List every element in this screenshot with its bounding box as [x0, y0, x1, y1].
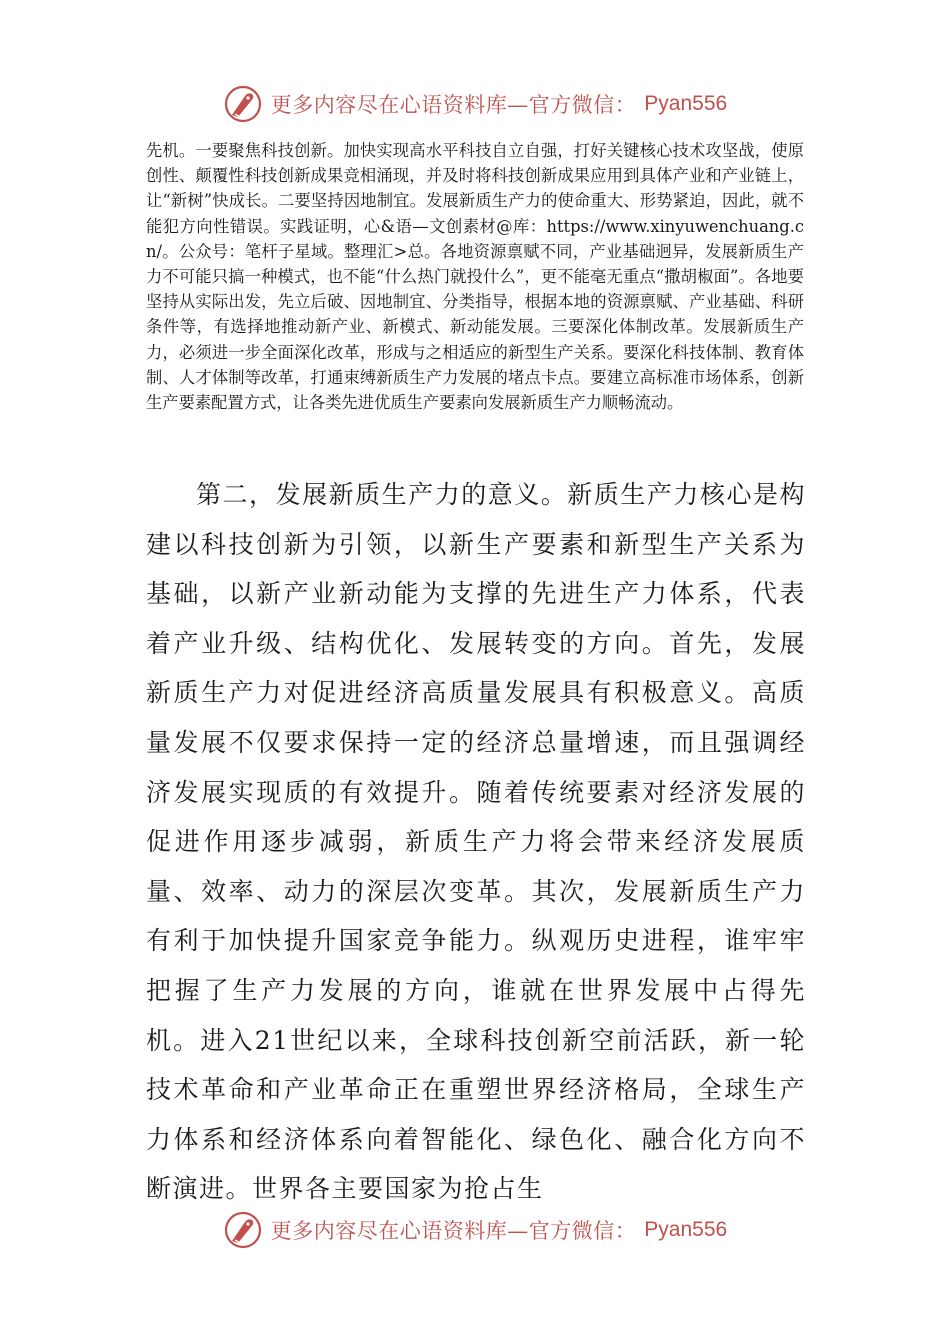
pen-nib-logo-icon	[223, 1210, 263, 1250]
small-paragraph: 先机。一要聚焦科技创新。加快实现高水平科技自立自强，打好关键核心技术攻坚战，使原创性、颠覆性科技创新成果竞相涌现，并及时将科技创新成果应用到具体产业和产业链上，让“新树”快成长。二要坚持因地制宜。发展新质生产力的使命重大、形势紧迫，因此，就不能犯方向性错误。实践证明，心&语—文创素材@库：https://www.xinyuwenchuang.cn/。公众号：笔杆子星域。整理汇>总。各地资源禀赋不同，产业基础迥异，发展新质生产力不可能只搞一种模式，也不能“什么热门就投什么”，更不能毫无重点“撒胡椒面”。各地要坚持从实际出发，先立后破、因地制宜、分类指导，根据本地的资源禀赋、产业基础、科研条件等，有选择地推动新产业、新模式、新动能发展。三要深化体制改革。发展新质生产力，必须进一步全面深化改革，形成与之相适应的新型生产关系。要深化科技体制、教育体制、人才体制等改革，打通束缚新质生产力发展的堵点卡点。要建立高标准市场体系，创新生产要素配置方式，让各类先进优质生产要素向发展新质生产力顺畅流动。	[146, 141, 804, 413]
footer-banner	[0, 1208, 950, 1252]
footer-banner-text: 更多内容尽在心语资料库—官方微信：	[270, 1219, 637, 1243]
pen-nib-logo-icon	[223, 84, 263, 124]
large-paragraph: 第二，发展新质生产力的意义。新质生产力核心是构建以科技创新为引领，以新生产要素和新型生产关系为基础，以新产业新动能为支撑的先进生产力体系，代表着产业升级、结构优化、发展转变的方向。首先，发展新质生产力对促进经济高质量发展具有积极意义。高质量发展不仅要求保持一定的经济总量增速，而且强调经济发展实现质的有效提升。随着传统要素对经济发展的促进作用逐步减弱，新质生产力将会带来经济发展质量、效率、动力的深层次变革。其次，发展新质生产力有利于加快提升国家竞争能力。纵观历史进程，谁牢牢把握了生产力发展的方向，谁就在世界发展中占得先机。进入21世纪以来，全球科技创新空前活跃，新一轮技术革命和产业革命正在重塑世界经济格局，全球生产力体系和经济体系向着智能化、绿色化、融合化方向不断演进。世界各主要国家为抢占生	[146, 480, 806, 1204]
header-banner-handle: Pyan556	[644, 92, 728, 115]
footer-banner-handle: Pyan556	[644, 1218, 728, 1241]
header-banner	[0, 82, 950, 126]
header-banner-text: 更多内容尽在心语资料库—官方微信：	[270, 93, 637, 117]
